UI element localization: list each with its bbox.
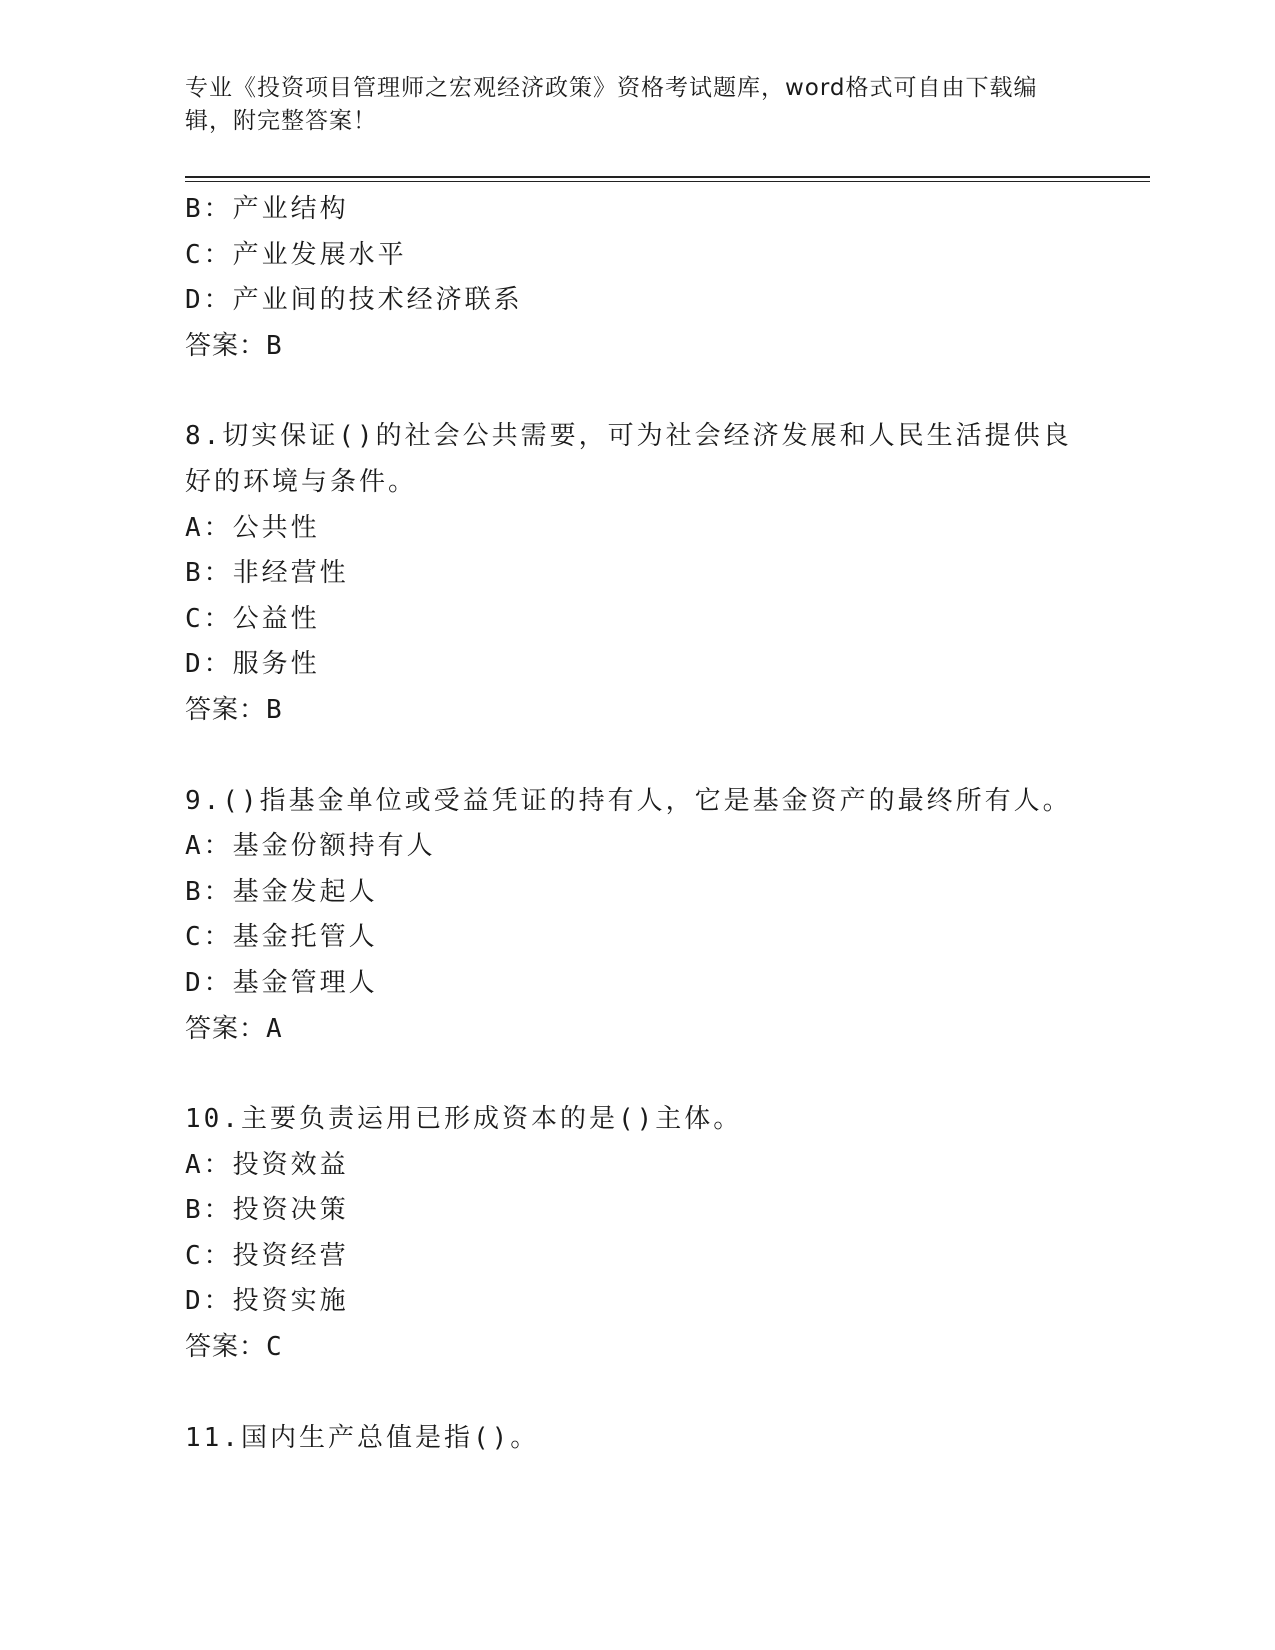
header-divider-thin: [185, 181, 1150, 182]
question-8: [185, 414, 1085, 733]
question-11: [185, 1416, 1085, 1462]
option-c: C：产业发展水平: [185, 239, 407, 270]
option-b: B：产业结构: [185, 194, 349, 224]
answer-line: [185, 1007, 1085, 1053]
answer-line: [185, 688, 1085, 734]
answer-label: 答案：: [185, 1332, 267, 1363]
question-stem-line: 好的环境与条件。: [185, 466, 418, 497]
answer-label: 答案：: [185, 330, 267, 361]
question-stem-line: 8.切实保证()的社会公共需要，可为社会经济发展和人民生活提供良: [185, 421, 1072, 452]
option-a: A：基金份额持有人: [185, 831, 436, 862]
option-c: C：投资经营: [185, 1240, 349, 1271]
option-a: A：投资效益: [185, 1149, 349, 1180]
option-a: A：公共性: [185, 512, 320, 543]
header-line-2: 辑，附完整答案！: [185, 108, 377, 134]
answer-label: 答案：: [185, 1013, 267, 1044]
option-b: B：非经营性: [185, 558, 349, 589]
option-c: C：基金托管人: [185, 922, 378, 953]
carryover-block: [185, 187, 1085, 369]
option-d: D：服务性: [185, 649, 320, 680]
document-header: [185, 72, 1065, 138]
header-divider-thick: [185, 176, 1150, 178]
answer-label: 答案：: [185, 694, 267, 725]
question-9: [185, 779, 1085, 1053]
option-b: B：投资决策: [185, 1195, 349, 1226]
answer-value: B: [266, 330, 283, 361]
question-stem-line: 11.国内生产总值是指()。: [185, 1422, 540, 1453]
answer-line: [185, 1325, 1085, 1371]
option-c: C：公益性: [185, 603, 320, 634]
option-d: D：基金管理人: [185, 967, 378, 998]
option-b: B：基金发起人: [185, 876, 378, 907]
answer-value: C: [266, 1332, 283, 1363]
question-stem-line: 9.()指基金单位或受益凭证的持有人，它是基金资产的最终所有人。: [185, 785, 1072, 816]
answer-value: A: [266, 1013, 283, 1044]
option-d: D：投资实施: [185, 1286, 349, 1317]
option-d: D：产业间的技术经济联系: [185, 285, 523, 316]
header-line-1: 专业《投资项目管理师之宏观经济政策》资格考试题库，word格式可自由下载编: [185, 75, 1038, 101]
question-list: [185, 187, 1085, 1461]
question-10: [185, 1097, 1085, 1371]
question-stem-line: 10.主要负责运用已形成资本的是()主体。: [185, 1104, 743, 1135]
answer-value: B: [266, 694, 283, 725]
answer-line: [185, 324, 1085, 370]
